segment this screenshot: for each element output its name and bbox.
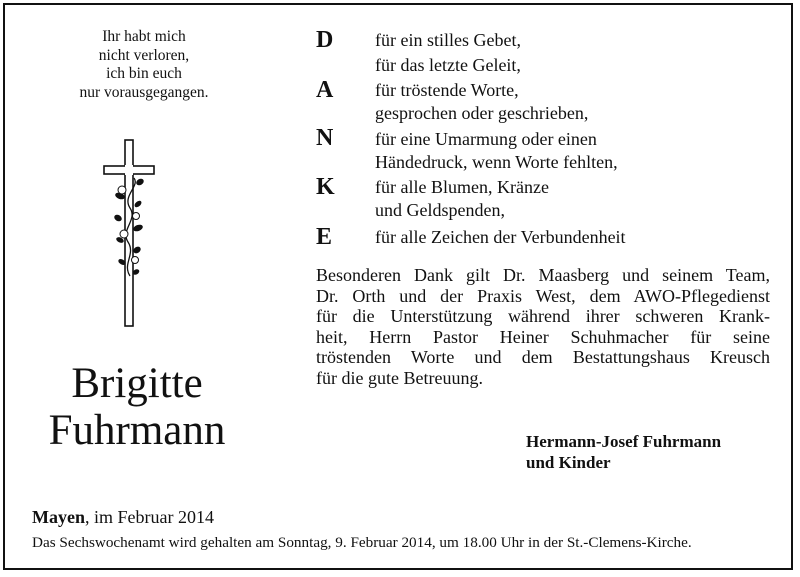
place-city: Mayen [32, 507, 85, 527]
deceased-name [22, 360, 252, 454]
poem-line: ich bin euch [106, 65, 182, 82]
thanks-paragraph [316, 265, 770, 388]
poem-line: nur vorausgegangen. [79, 83, 209, 101]
paragraph-line: für die gute Betreuung. [316, 367, 483, 388]
danke-letter: D [316, 27, 334, 53]
place-date [32, 506, 214, 528]
poem-line: nicht verloren, [98, 46, 190, 64]
service-note: Das Sechswochenamt wird gehalten am Sonntag, 9. Februar 2014, um 18.00 Uhr in der St.-Clemens-Kirche. [32, 534, 692, 551]
danke-line: und Geldspenden, [375, 200, 505, 220]
danke-line: Händedruck, wenn Worte fehlten, [375, 152, 618, 172]
first-name: Brigitte [71, 360, 203, 407]
poem [24, 28, 264, 102]
danke-line: für eine Umarmung oder einen [375, 129, 597, 149]
signer-line: und Kinder [526, 453, 611, 472]
danke-line: für ein stilles Gebet, [375, 30, 521, 50]
danke-line: für tröstende Worte, [375, 80, 519, 100]
danke-letter: E [316, 224, 333, 250]
danke-letter: N [316, 125, 334, 151]
signer-line: Hermann-Josef Fuhrmann [526, 432, 722, 451]
paragraph-line: Besonderen Dank gilt Dr. Maasberg und seinem Team, [316, 265, 770, 285]
paragraph-line: für die Unterstützung während ihrer schweren Krank- [316, 306, 770, 326]
paragraph-line: heit, Herrn Pastor Heiner Schuhmacher für seine [316, 326, 770, 347]
danke-letter: K [316, 174, 335, 200]
danke-line: für das letzte Geleit, [375, 55, 521, 75]
paragraph-line: tröstenden Worte und dem Bestattungshaus Kreusch [316, 347, 770, 367]
danke-line: für alle Zeichen der Verbundenheit [375, 227, 626, 247]
danke-letter: A [316, 77, 334, 103]
danke-line: für alle Blumen, Kränze [375, 177, 549, 197]
signers [526, 431, 721, 473]
danke-line: gesprochen oder geschrieben, [375, 103, 589, 123]
poem-line: Ihr habt mich [102, 28, 186, 45]
last-name: Fuhrmann [48, 407, 226, 454]
place-date-text: , im Februar 2014 [85, 507, 214, 527]
cross-with-roses-icon [100, 138, 160, 328]
paragraph-line: Dr. Orth und der Praxis West, dem AWO-Pflegedienst [316, 285, 770, 306]
